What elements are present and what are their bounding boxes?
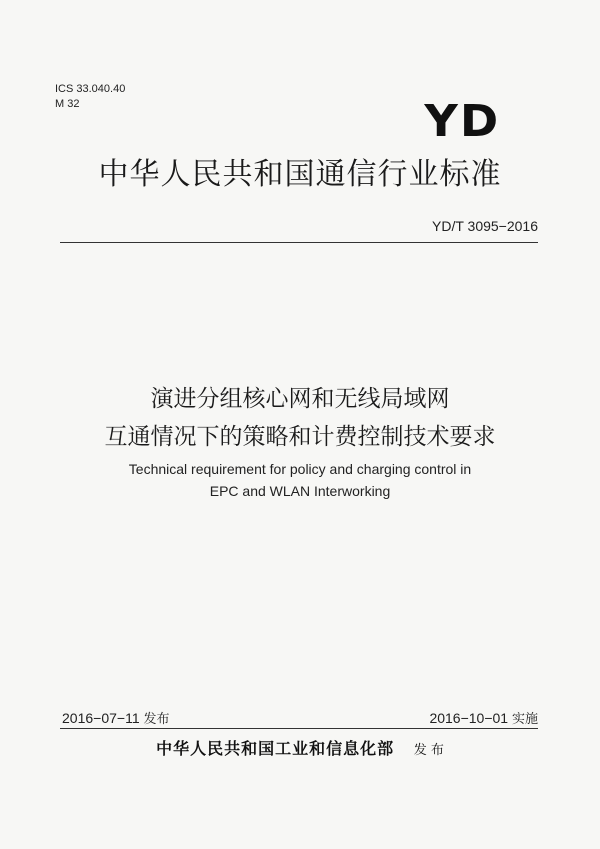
- implementation-date: [429, 708, 538, 727]
- document-title-cn: [40, 380, 560, 456]
- ics-code: ICS 33.040.40: [55, 83, 126, 95]
- implementation-date-value: 2016−10−01: [429, 710, 509, 726]
- issue-date: [62, 708, 170, 727]
- publisher-label: 发 布: [413, 743, 444, 758]
- ccs-code: M 32: [55, 98, 80, 110]
- standard-category-title: 中华人民共和国通信行业标准: [98, 157, 502, 192]
- bottom-divider: [60, 728, 538, 729]
- publisher: [60, 736, 540, 759]
- document-title-en-line2: EPC and WLAN Interworking: [209, 483, 391, 499]
- document-title-en-line1: Technical requirement for policy and charging control in: [128, 461, 472, 477]
- document-title-en: [40, 458, 560, 502]
- publisher-organization: 中华人民共和国工业和信息化部: [156, 739, 395, 758]
- issue-date-value: 2016−07−11: [62, 710, 140, 726]
- document-title-cn-line2: 互通情况下的策略和计费控制技术要求: [104, 424, 496, 450]
- document-title-cn-line1: 演进分组核心网和无线局域网: [150, 386, 450, 412]
- top-divider: [60, 242, 538, 243]
- classification-codes: [55, 82, 125, 112]
- implementation-date-label: 实施: [511, 712, 538, 727]
- issue-date-label: 发布: [143, 712, 170, 727]
- standard-number: YD/T 3095−2016: [432, 218, 538, 234]
- yd-logo: YD: [423, 96, 500, 147]
